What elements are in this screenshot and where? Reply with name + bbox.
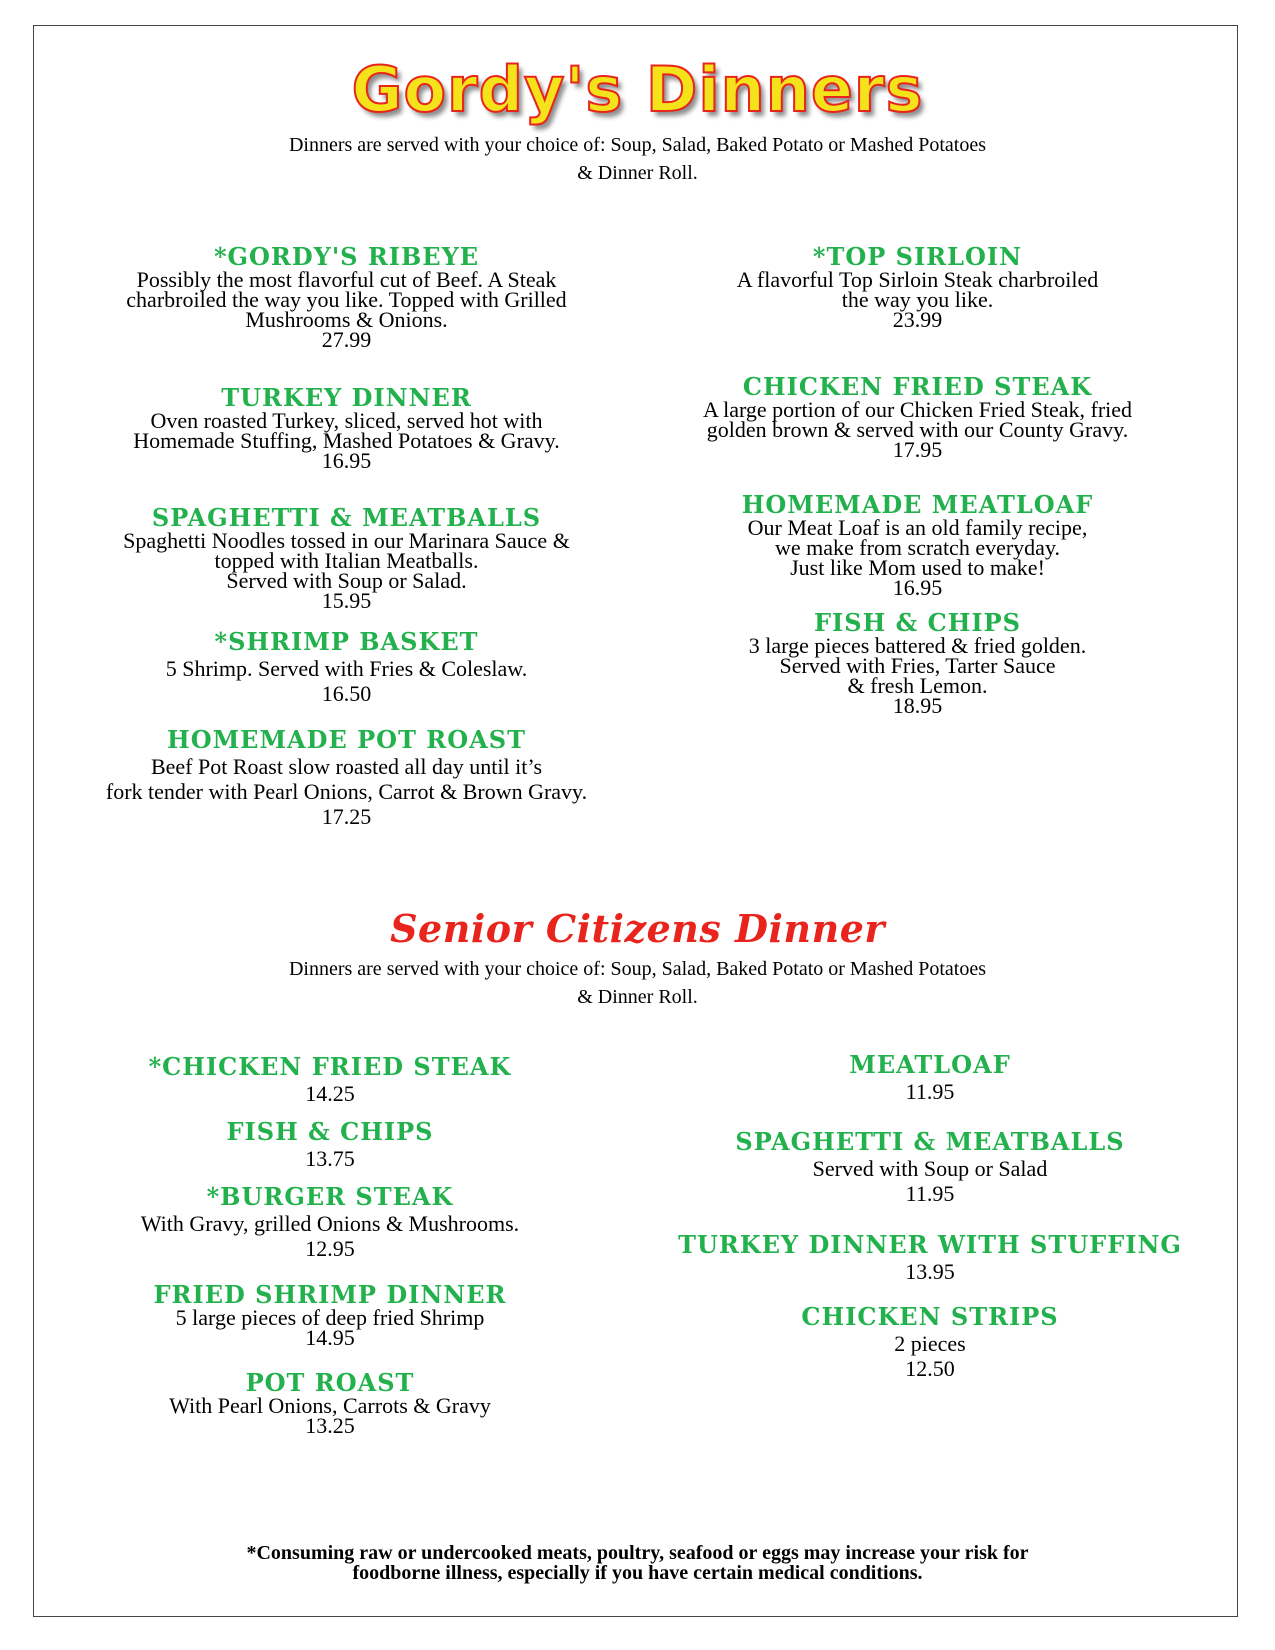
- item-price: 12.50: [905, 1356, 955, 1381]
- item-name: HOMEMADE MEATLOAF: [741, 490, 1094, 519]
- item-description: A flavorful Top Sirloin Steak charbroiled the way you like.: [736, 267, 1099, 312]
- senior-intro-line1: Dinners are served with your choice of: Soup, Salad, Baked Potato or Mashed Potatoes: [288, 958, 987, 980]
- item-price: 16.95: [892, 575, 943, 600]
- item-price: 13.95: [905, 1259, 955, 1284]
- senior-item-meatloaf: [640, 1051, 1220, 1104]
- item-name: *TOP SIRLOIN: [812, 242, 1023, 271]
- item-name: CHICKEN FRIED STEAK: [742, 372, 1093, 401]
- item-name: *BURGER STEAK: [206, 1182, 454, 1211]
- item-price: 18.95: [892, 693, 943, 718]
- item-description: Beef Pot Roast slow roasted all day until it’s fork tender with Pearl Onions, Carrot & Brown Gravy.: [105, 754, 588, 804]
- item-description: Spaghetti Noodles tossed in our Marinara Sauce & topped with Italian Meatballs. Served with Soup or Salad.: [123, 528, 570, 593]
- item-price: 23.99: [892, 307, 943, 332]
- menu-item-chicken-fried-steak: [604, 374, 1231, 460]
- dinners-intro-line1: Dinners are served with your choice of: Soup, Salad, Baked Potato or Mashed Potatoes: [288, 134, 987, 156]
- item-price: 16.95: [321, 448, 372, 473]
- item-price: 17.95: [892, 437, 943, 462]
- item-description: Served with Soup or Salad: [812, 1156, 1048, 1181]
- item-name: FISH & CHIPS: [813, 608, 1022, 637]
- item-description: A large portion of our Chicken Fried Steak, fried golden brown & served with our County Gravy.: [702, 397, 1133, 442]
- senior-intro-line2: & Dinner Roll.: [577, 986, 698, 1008]
- item-price: 15.95: [321, 588, 372, 613]
- dinners-intro: [0, 131, 1275, 187]
- senior-item-fish-chips: [40, 1118, 620, 1171]
- menu-item-spaghetti-meatballs: [33, 505, 660, 611]
- item-name: FRIED SHRIMP DINNER: [153, 1280, 507, 1309]
- item-name: *GORDY'S RIBEYE: [213, 242, 480, 271]
- menu-item-top-sirloin: [604, 244, 1231, 330]
- item-description: 2 pieces: [894, 1331, 966, 1356]
- food-safety-disclaimer: *Consuming raw or undercooked meats, poultry, seafood or eggs may increase your risk for foodborne illness, especially if you have certain medical conditions.: [246, 1542, 1029, 1584]
- menu-item-fish-chips: [604, 610, 1231, 716]
- item-price: 16.50: [321, 681, 372, 706]
- item-name: HOMEMADE POT ROAST: [167, 725, 526, 754]
- item-price: 27.99: [321, 327, 372, 352]
- senior-item-pot-roast: [40, 1370, 620, 1436]
- item-description: Our Meat Loaf is an old family recipe, we make from scratch everyday. Just like Mom used to make!: [747, 515, 1088, 580]
- item-price: 13.25: [305, 1413, 355, 1438]
- item-name: *CHICKEN FRIED STEAK: [148, 1052, 512, 1081]
- menu-item-ribeye: [33, 244, 660, 350]
- senior-item-spaghetti-meatballs: [640, 1128, 1220, 1206]
- item-name: TURKEY DINNER: [221, 383, 472, 412]
- item-name: POT ROAST: [245, 1368, 415, 1397]
- item-name: TURKEY DINNER WITH STUFFING: [678, 1230, 1182, 1259]
- item-price: 14.95: [305, 1325, 355, 1350]
- item-price: 11.95: [905, 1079, 955, 1104]
- senior-item-chicken-fried-steak: [40, 1053, 620, 1106]
- senior-item-chicken-strips: [640, 1303, 1220, 1381]
- item-price: 13.75: [305, 1146, 355, 1171]
- senior-intro: [0, 955, 1275, 1011]
- senior-item-burger-steak: [40, 1183, 620, 1261]
- senior-item-fried-shrimp-dinner: [40, 1282, 620, 1348]
- item-description: Oven roasted Turkey, sliced, served hot with Homemade Stuffing, Mashed Potatoes & Gravy.: [133, 408, 560, 453]
- item-name: SPAGHETTI & MEATBALLS: [151, 503, 542, 532]
- item-price: 11.95: [905, 1181, 955, 1206]
- item-description: With Pearl Onions, Carrots & Gravy: [169, 1393, 491, 1418]
- menu-item-homemade-meatloaf: [604, 492, 1231, 598]
- item-description: 5 Shrimp. Served with Fries & Coleslaw.: [165, 656, 528, 681]
- item-description: 3 large pieces battered & fried golden. Served with Fries, Tarter Sauce & fresh Lemon.: [748, 633, 1087, 698]
- item-price: 14.25: [305, 1081, 355, 1106]
- menu-item-pot-roast: [33, 726, 660, 829]
- item-description: 5 large pieces of deep fried Shrimp: [175, 1305, 485, 1330]
- item-name: *SHRIMP BASKET: [214, 627, 479, 656]
- menu-item-turkey-dinner: [33, 385, 660, 471]
- item-price: 12.95: [305, 1236, 355, 1261]
- item-description: With Gravy, grilled Onions & Mushrooms.: [140, 1211, 520, 1236]
- menu-item-shrimp-basket: [33, 628, 660, 706]
- item-name: MEATLOAF: [849, 1050, 1011, 1079]
- item-price: 17.25: [321, 804, 372, 829]
- dinners-intro-line2: & Dinner Roll.: [577, 162, 698, 184]
- item-name: CHICKEN STRIPS: [801, 1302, 1059, 1331]
- menu-title: Gordy's Dinners: [351, 53, 924, 126]
- senior-item-turkey-dinner: [640, 1231, 1220, 1284]
- senior-section-title: Senior Citizens Dinner: [390, 906, 885, 951]
- item-name: FISH & CHIPS: [226, 1117, 434, 1146]
- item-name: SPAGHETTI & MEATBALLS: [735, 1127, 1125, 1156]
- item-description: Possibly the most flavorful cut of Beef. A Steak charbroiled the way you like. Topped with Grilled Mushrooms & Onions.: [126, 267, 567, 332]
